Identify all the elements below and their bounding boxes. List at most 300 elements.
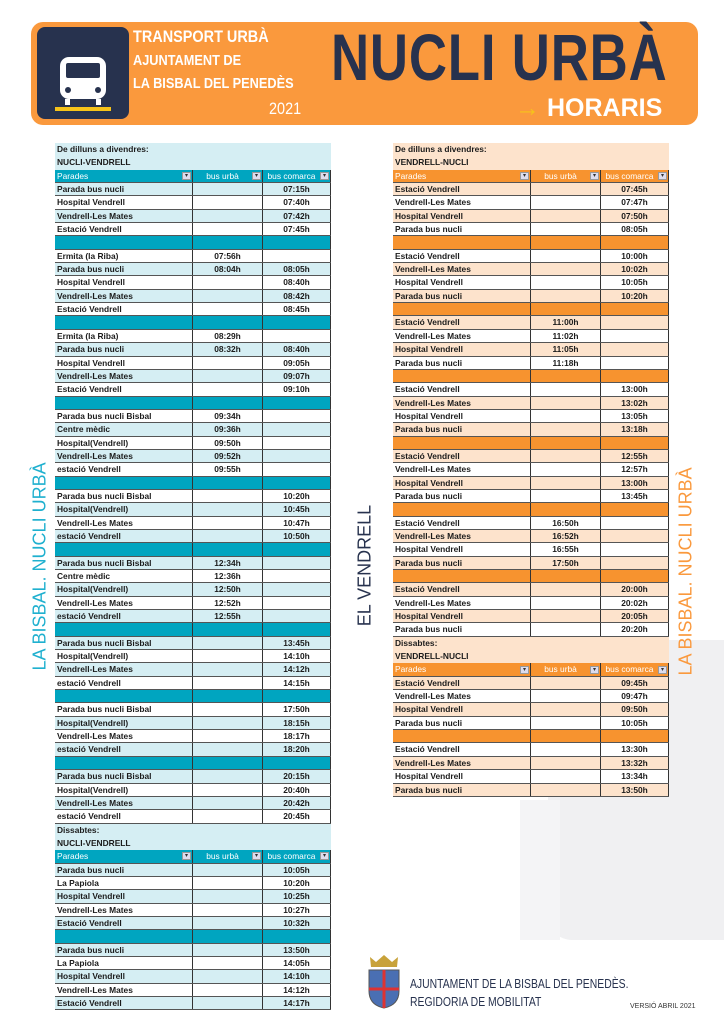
arrow-icon: → [515,94,540,122]
bus-comarca-time: 13:32h [601,757,669,769]
stop-name: Centre mèdic [55,570,193,582]
column-header-label: bus urbà [544,664,577,675]
bus-comarca-time: 10:05h [601,717,669,729]
bus-urba-time [531,743,601,755]
column-header[interactable] [393,663,531,675]
table-row [55,330,331,343]
bus-comarca-time [263,610,331,622]
table-row [393,477,669,490]
group-separator [55,397,331,410]
group-separator [55,623,331,636]
stop-name: Hospital Vendrell [393,477,531,489]
bus-urba-time: 16:52h [531,530,601,542]
stop-name: Ermita (la Riba) [55,330,193,342]
stop-name: Hospital Vendrell [55,357,193,369]
header-line-3: LA BISBAL DEL PENEDÈS [133,75,294,92]
stop-name: Parada bus nucli Bisbal [55,490,193,502]
stop-name: Vendrell-Les Mates [55,904,193,916]
side-label-right: LA BISBAL. NUCLI URBÀ [675,467,696,676]
table-row [55,890,331,903]
bus-comarca-time: 13:30h [601,743,669,755]
stop-name: Vendrell-Les Mates [55,450,193,462]
table-row [55,970,331,983]
column-header[interactable] [263,170,331,182]
table-row [55,410,331,423]
bus-comarca-time: 08:45h [263,303,331,315]
bus-urba-time [531,717,601,729]
stop-name: Hospital Vendrell [393,276,531,288]
column-header[interactable] [55,850,193,862]
bus-urba-time: 09:50h [193,437,263,449]
route-name: NUCLI-VENDRELL [55,837,331,850]
table-row [55,450,331,463]
stop-name: Parada bus nucli [393,623,531,635]
group-separator [393,437,669,450]
bus-urba-time: 09:52h [193,450,263,462]
bus-comarca-time: 07:15h [263,183,331,195]
stop-name: Vendrell-Les Mates [55,730,193,742]
table-row [393,610,669,623]
column-header-label: bus comarca [267,170,316,181]
table-row [393,597,669,610]
bus-urba-time [531,583,601,595]
table-row [55,290,331,303]
side-label-left: LA BISBAL. NUCLI URBÀ [29,462,50,671]
column-header[interactable] [193,170,263,182]
bus-urba-time: 09:55h [193,463,263,475]
stop-name: Hospital(Vendrell) [55,503,193,515]
table-header [393,170,669,183]
column-header-label: bus comarca [605,664,654,675]
bus-urba-time [531,183,601,195]
bus-comarca-time: 10:20h [601,290,669,302]
table-row [55,517,331,530]
bus-urba-time [193,864,263,876]
column-header[interactable] [531,170,601,182]
filter-dropdown-icon[interactable]: ▾ [182,852,191,860]
table-header [393,663,669,676]
table-row [55,503,331,516]
filter-dropdown-icon[interactable]: ▾ [520,666,529,674]
stop-name: Vendrell-Les Mates [55,984,193,996]
bus-urba-time: 11:00h [531,316,601,328]
table-row [393,690,669,703]
stop-name: Estació Vendrell [55,223,193,235]
bus-comarca-time: 13:05h [601,410,669,422]
bus-urba-time [531,290,601,302]
table-row [393,397,669,410]
bus-comarca-time: 13:50h [263,944,331,956]
column-header[interactable] [393,170,531,182]
stop-name: Parada bus nucli [393,423,531,435]
stop-name: Parada bus nucli Bisbal [55,703,193,715]
stop-name: Parada bus nucli [393,290,531,302]
group-separator [55,543,331,556]
bus-comarca-time [601,316,669,328]
stop-name: Hospital(Vendrell) [55,784,193,796]
table-row [393,357,669,370]
bus-comarca-time [263,410,331,422]
bus-urba-time [193,210,263,222]
table-row [393,703,669,716]
bus-comarca-time: 12:57h [601,463,669,475]
bus-comarca-time: 13:00h [601,383,669,395]
table-row [55,223,331,236]
schedule-days: Dissabtes: [393,637,669,650]
table-row [55,463,331,476]
bus-urba-time [531,610,601,622]
filter-dropdown-icon[interactable]: ▾ [252,172,261,180]
bus-urba-time [531,463,601,475]
bus-comarca-time [601,557,669,569]
filter-dropdown-icon[interactable]: ▾ [320,172,329,180]
table-row [393,276,669,289]
stop-name: Estació Vendrell [393,383,531,395]
background-decoration [520,800,560,940]
stop-name: Vendrell-Les Mates [393,530,531,542]
route-name: VENDRELL-NUCLI [393,650,669,663]
bus-urba-time [193,303,263,315]
stop-name: Parada bus nucli [393,717,531,729]
stop-name: estació Vendrell [55,677,193,689]
bus-urba-time: 09:34h [193,410,263,422]
bus-comarca-time [263,583,331,595]
bus-comarca-time [601,357,669,369]
bus-comarca-time [263,463,331,475]
bus-urba-time: 09:36h [193,423,263,435]
table-row [55,597,331,610]
bus-comarca-time: 09:47h [601,690,669,702]
column-header[interactable] [601,663,669,675]
filter-dropdown-icon[interactable]: ▾ [182,172,191,180]
table-row [55,263,331,276]
group-separator [393,730,669,743]
group-separator [393,236,669,249]
stop-name: Estació Vendrell [55,303,193,315]
filter-dropdown-icon[interactable]: ▾ [658,666,667,674]
table-row [393,557,669,570]
stop-name: La Papiola [55,957,193,969]
bus-icon [37,27,129,119]
bus-comarca-time: 10:00h [601,250,669,262]
bus-comarca-time: 14:17h [263,997,331,1009]
bus-comarca-time: 10:47h [263,517,331,529]
stop-name: Vendrell-Les Mates [55,797,193,809]
stop-name: Vendrell-Les Mates [393,263,531,275]
stop-name: Hospital(Vendrell) [55,583,193,595]
stop-name: Hospital Vendrell [393,770,531,782]
table-row [55,437,331,450]
bus-comarca-time: 14:12h [263,663,331,675]
table-header [55,850,331,863]
table-row [55,677,331,690]
bus-urba-time: 11:02h [531,330,601,342]
column-header-label: bus comarca [605,170,654,181]
table-row [393,757,669,770]
bus-comarca-time: 20:40h [263,784,331,796]
schedule-days: De dilluns a divendres: [55,143,331,156]
stop-name: Parada bus nucli [55,864,193,876]
group-separator [393,503,669,516]
bus-urba-time [193,276,263,288]
column-header-label: bus urbà [544,170,577,181]
bus-comarca-time: 08:42h [263,290,331,302]
group-separator [393,303,669,316]
bus-comarca-time: 13:34h [601,770,669,782]
bus-urba-time [531,263,601,275]
bus-comarca-time [601,530,669,542]
stop-name: Estació Vendrell [55,917,193,929]
bus-comarca-time: 10:20h [263,490,331,502]
table-row [55,343,331,356]
bus-comarca-time: 12:55h [601,450,669,462]
bus-comarca-time: 10:05h [263,864,331,876]
stop-name: Hospital(Vendrell) [55,717,193,729]
stop-name: Vendrell-Les Mates [393,330,531,342]
table-row [55,383,331,396]
group-separator [55,316,331,329]
filter-dropdown-icon[interactable]: ▾ [320,852,329,860]
bus-comarca-time [601,543,669,555]
stop-name: Estació Vendrell [393,316,531,328]
bus-urba-time [193,810,263,822]
stop-name: Hospital(Vendrell) [55,650,193,662]
stop-name: estació Vendrell [55,610,193,622]
column-header-label: Parades [57,170,89,181]
table-row [393,316,669,329]
column-header[interactable] [531,663,601,675]
stop-name: Estació Vendrell [393,743,531,755]
stop-name: Vendrell-Les Mates [55,663,193,675]
table-row [393,717,669,730]
bus-comarca-time: 08:05h [601,223,669,235]
bus-comarca-time: 20:20h [601,623,669,635]
filter-dropdown-icon[interactable]: ▾ [590,172,599,180]
table-row [55,864,331,877]
bus-comarca-time: 20:42h [263,797,331,809]
stop-name: Vendrell-Les Mates [55,370,193,382]
stop-name: Parada bus nucli Bisbal [55,410,193,422]
column-header-label: bus comarca [267,851,316,862]
stop-name: Parada bus nucli [393,557,531,569]
bus-urba-time [531,757,601,769]
header-line-1: TRANSPORT URBÀ [133,27,269,46]
bus-comarca-time: 14:05h [263,957,331,969]
table-header [55,170,331,183]
bus-urba-time [531,210,601,222]
column-header[interactable] [193,850,263,862]
footer-line-2: REGIDORIA DE MOBILITAT [410,994,542,1009]
table-row [55,717,331,730]
stop-name: Hospital Vendrell [393,210,531,222]
table-row [393,463,669,476]
bus-urba-time: 11:05h [531,343,601,355]
stop-name: Parada bus nucli [55,183,193,195]
stop-name: Estació Vendrell [393,183,531,195]
bus-comarca-time: 07:42h [263,210,331,222]
coat-of-arms-icon [364,953,404,1014]
bus-urba-time: 08:29h [193,330,263,342]
header-line-2: AJUNTAMENT DE [133,52,242,69]
table-row [55,917,331,930]
table-row [393,183,669,196]
bus-urba-time: 08:04h [193,263,263,275]
table-row [55,904,331,917]
stop-name: Estació Vendrell [393,583,531,595]
bus-urba-time [193,917,263,929]
filter-dropdown-icon[interactable]: ▾ [658,172,667,180]
column-header[interactable] [55,170,193,182]
bus-comarca-time: 07:50h [601,210,669,222]
stop-name: Parada bus nucli [393,490,531,502]
bus-urba-time: 16:50h [531,517,601,529]
table-row [55,703,331,716]
bus-comarca-time: 08:40h [263,276,331,288]
bus-urba-time [531,490,601,502]
bus-comarca-time: 14:10h [263,970,331,982]
filter-dropdown-icon[interactable]: ▾ [520,172,529,180]
table-row [55,183,331,196]
stop-name: Parada bus nucli [393,784,531,796]
stop-name: Hospital Vendrell [55,970,193,982]
table-row [55,944,331,957]
table-row [55,637,331,650]
bus-comarca-time: 13:18h [601,423,669,435]
stop-name: Parada bus nucli [55,343,193,355]
page-subtitle: HORARIS [547,94,663,122]
bus-urba-time: 07:56h [193,250,263,262]
bus-comarca-time: 10:05h [601,276,669,288]
table-row [55,557,331,570]
bus-urba-time [193,730,263,742]
table-row [393,223,669,236]
stop-name: Vendrell-Les Mates [393,397,531,409]
bus-urba-time [193,183,263,195]
bus-urba-time [193,984,263,996]
version-label: VERSIÓ ABRIL 2021 [630,1003,696,1010]
filter-dropdown-icon[interactable]: ▾ [252,852,261,860]
bus-urba-time [531,410,601,422]
table-row [55,303,331,316]
bus-urba-time [193,877,263,889]
bus-comarca-time [263,450,331,462]
bus-urba-time [193,370,263,382]
bus-comarca-time: 09:45h [601,677,669,689]
stop-name: Vendrell-Les Mates [393,463,531,475]
footer-line-1: AJUNTAMENT DE LA BISBAL DEL PENEDÈS. [410,976,629,991]
bus-urba-time [531,196,601,208]
bus-urba-time [531,623,601,635]
column-header-label: Parades [395,664,427,675]
column-header[interactable] [601,170,669,182]
table-row [393,196,669,209]
bus-comarca-time [263,250,331,262]
stop-name: Hospital Vendrell [393,543,531,555]
bus-urba-time [193,357,263,369]
stop-name: Vendrell-Les Mates [55,517,193,529]
bus-comarca-time: 10:02h [601,263,669,275]
bus-comarca-time: 18:17h [263,730,331,742]
bus-comarca-time: 14:15h [263,677,331,689]
bus-comarca-time: 18:15h [263,717,331,729]
bus-urba-time: 12:36h [193,570,263,582]
bus-comarca-time: 08:40h [263,343,331,355]
bus-comarca-time: 09:50h [601,703,669,715]
table-row [55,276,331,289]
table-row [393,290,669,303]
bus-comarca-time: 20:15h [263,770,331,782]
group-separator [55,930,331,943]
bus-urba-time [193,957,263,969]
bus-urba-time [531,397,601,409]
bus-urba-time [193,717,263,729]
table-row [393,410,669,423]
column-header-label: bus urbà [206,851,239,862]
bus-comarca-time: 17:50h [263,703,331,715]
bus-comarca-time: 18:20h [263,743,331,755]
bus-comarca-time [601,517,669,529]
bus-urba-time: 08:32h [193,343,263,355]
filter-dropdown-icon[interactable]: ▾ [590,666,599,674]
bus-comarca-time: 13:45h [601,490,669,502]
bus-urba-time [531,597,601,609]
bus-comarca-time: 10:27h [263,904,331,916]
stop-name: La Papiola [55,877,193,889]
stop-name: estació Vendrell [55,530,193,542]
column-header[interactable] [263,850,331,862]
bus-urba-time [193,530,263,542]
table-row [393,490,669,503]
table-row [55,810,331,823]
bus-urba-time [193,290,263,302]
table-row [393,250,669,263]
stop-name: estació Vendrell [55,463,193,475]
nucli-vendrell-timetable [55,143,331,1010]
bus-comarca-time: 13:50h [601,784,669,796]
bus-comarca-time: 09:05h [263,357,331,369]
stop-name: Parada bus nucli [55,944,193,956]
bus-comarca-time [601,330,669,342]
stop-name: Parada bus nucli [393,357,531,369]
column-header-label: Parades [57,851,89,862]
bus-urba-time [531,223,601,235]
bus-urba-time [193,383,263,395]
bus-urba-time [193,490,263,502]
table-row [393,543,669,556]
bus-comarca-time [601,343,669,355]
table-row [55,250,331,263]
header-year: 2021 [269,99,302,118]
bus-urba-time [531,250,601,262]
bus-urba-time [193,637,263,649]
stop-name: Vendrell-Les Mates [55,210,193,222]
bus-urba-time [193,797,263,809]
bus-urba-time [193,223,263,235]
table-row [393,210,669,223]
stop-name: Centre mèdic [55,423,193,435]
table-row [393,784,669,797]
table-row [393,383,669,396]
stop-name: Estació Vendrell [393,677,531,689]
bus-comarca-time: 14:12h [263,984,331,996]
bus-urba-time [193,944,263,956]
bus-comarca-time: 20:02h [601,597,669,609]
bus-urba-time [193,890,263,902]
bus-comarca-time: 07:40h [263,196,331,208]
bus-urba-time: 16:55h [531,543,601,555]
table-row [55,196,331,209]
bus-comarca-time: 08:05h [263,263,331,275]
